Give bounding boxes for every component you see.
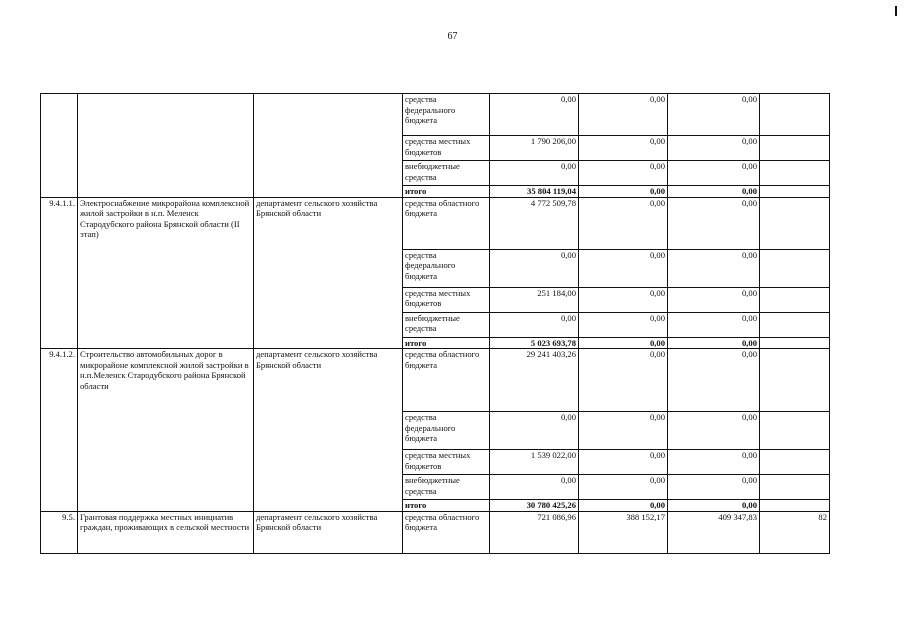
amount-cell-2: 0,00	[579, 94, 668, 136]
amount-cell-2: 0,00	[579, 161, 668, 186]
item-name-cell: Строительство автомобильных дорог в микрорайоне комплексной жилой застройки в н.п.Меленск Стародубского района Брянской области	[78, 349, 254, 512]
amount-cell-2: 0,00	[579, 500, 668, 512]
amount-cell-2: 0,00	[579, 136, 668, 161]
table-row	[41, 197, 830, 249]
amount-cell-1: 35 804 119,04	[490, 186, 579, 198]
executor-cell: департамент сельского хозяйства Брянской области	[254, 197, 403, 349]
amount-cell-2: 0,00	[579, 287, 668, 312]
amount-cell-3: 0,00	[668, 197, 760, 249]
amount-cell-1: 0,00	[490, 94, 579, 136]
amount-cell-3: 0,00	[668, 412, 760, 450]
funding-source-cell: средства федерального бюджета	[403, 94, 490, 136]
table-row	[41, 94, 830, 136]
item-code-cell: 9.5.	[41, 511, 78, 553]
amount-cell-4	[760, 312, 830, 337]
amount-cell-1: 30 780 425,26	[490, 500, 579, 512]
funding-source-cell: итого	[403, 337, 490, 349]
amount-cell-4	[760, 94, 830, 136]
amount-cell-1: 251 184,00	[490, 287, 579, 312]
executor-cell	[254, 94, 403, 198]
funding-source-cell: средства местных бюджетов	[403, 287, 490, 312]
amount-cell-4	[760, 197, 830, 249]
item-name-cell: Грантовая поддержка местных инициатив граждан, проживающих в сельской местности	[78, 511, 254, 553]
amount-cell-3: 0,00	[668, 500, 760, 512]
budget-table	[40, 93, 830, 554]
amount-cell-2: 0,00	[579, 475, 668, 500]
amount-cell-2: 0,00	[579, 349, 668, 412]
amount-cell-1: 721 086,96	[490, 511, 579, 553]
amount-cell-4	[760, 450, 830, 475]
amount-cell-3: 0,00	[668, 136, 760, 161]
amount-cell-1: 5 023 693,78	[490, 337, 579, 349]
amount-cell-1: 1 790 206,00	[490, 136, 579, 161]
page-number: 67	[447, 31, 458, 42]
amount-cell-3: 0,00	[668, 349, 760, 412]
amount-cell-4: 82	[760, 511, 830, 553]
budget-table-body	[41, 94, 830, 554]
page-edge-mark	[895, 6, 897, 16]
amount-cell-3: 0,00	[668, 186, 760, 198]
executor-cell: департамент сельского хозяйства Брянской области	[254, 349, 403, 512]
amount-cell-1: 29 241 403,26	[490, 349, 579, 412]
item-code-cell: 9.4.1.1.	[41, 197, 78, 349]
amount-cell-2: 0,00	[579, 312, 668, 337]
amount-cell-4	[760, 161, 830, 186]
funding-source-cell: средства областного бюджета	[403, 197, 490, 249]
funding-source-cell: средства федерального бюджета	[403, 249, 490, 287]
amount-cell-4	[760, 475, 830, 500]
amount-cell-4	[760, 186, 830, 198]
amount-cell-4	[760, 249, 830, 287]
funding-source-cell: внебюджетные средства	[403, 312, 490, 337]
amount-cell-1: 4 772 509,78	[490, 197, 579, 249]
item-code-cell	[41, 94, 78, 198]
amount-cell-3: 0,00	[668, 161, 760, 186]
funding-source-cell: средства областного бюджета	[403, 349, 490, 412]
funding-source-cell: средства федерального бюджета	[403, 412, 490, 450]
amount-cell-3: 0,00	[668, 475, 760, 500]
amount-cell-4	[760, 337, 830, 349]
amount-cell-1: 1 539 022,00	[490, 450, 579, 475]
amount-cell-3: 0,00	[668, 287, 760, 312]
amount-cell-2: 0,00	[579, 249, 668, 287]
amount-cell-1: 0,00	[490, 161, 579, 186]
amount-cell-1: 0,00	[490, 475, 579, 500]
table-row	[41, 349, 830, 412]
amount-cell-1: 0,00	[490, 249, 579, 287]
amount-cell-2: 0,00	[579, 412, 668, 450]
amount-cell-3: 0,00	[668, 337, 760, 349]
item-code-cell: 9.4.1.2.	[41, 349, 78, 512]
amount-cell-4	[760, 349, 830, 412]
item-name-cell: Электроснабжение микрорайона комплексной жилой застройки в н.п. Меленск Стародубского района Брянской области (II этап)	[78, 197, 254, 349]
amount-cell-4	[760, 136, 830, 161]
executor-cell: департамент сельского хозяйства Брянской области	[254, 511, 403, 553]
funding-source-cell: итого	[403, 500, 490, 512]
amount-cell-2: 388 152,17	[579, 511, 668, 553]
amount-cell-3: 0,00	[668, 312, 760, 337]
amount-cell-3: 409 347,83	[668, 511, 760, 553]
funding-source-cell: средства местных бюджетов	[403, 450, 490, 475]
amount-cell-2: 0,00	[579, 186, 668, 198]
amount-cell-4	[760, 412, 830, 450]
amount-cell-4	[760, 500, 830, 512]
funding-source-cell: итого	[403, 186, 490, 198]
funding-source-cell: средства местных бюджетов	[403, 136, 490, 161]
amount-cell-1: 0,00	[490, 412, 579, 450]
amount-cell-4	[760, 287, 830, 312]
amount-cell-3: 0,00	[668, 94, 760, 136]
amount-cell-2: 0,00	[579, 197, 668, 249]
amount-cell-1: 0,00	[490, 312, 579, 337]
amount-cell-3: 0,00	[668, 249, 760, 287]
funding-source-cell: средства областного бюджета	[403, 511, 490, 553]
table-row	[41, 511, 830, 553]
item-name-cell	[78, 94, 254, 198]
amount-cell-2: 0,00	[579, 337, 668, 349]
amount-cell-2: 0,00	[579, 450, 668, 475]
amount-cell-3: 0,00	[668, 450, 760, 475]
funding-source-cell: внебюджетные средства	[403, 161, 490, 186]
funding-source-cell: внебюджетные средства	[403, 475, 490, 500]
